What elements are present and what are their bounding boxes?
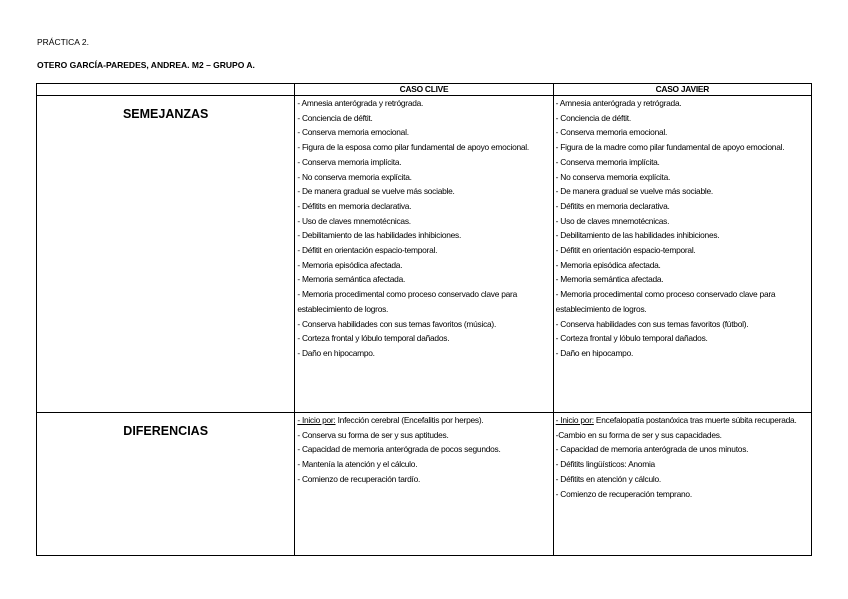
list-item-onset (556, 413, 809, 428)
onset-text: Infección cerebral (Encefalitis por herpes). (335, 415, 484, 425)
list-item: - Défitits en memoria declarativa. (297, 200, 412, 211)
list-item: - Défitits en atención y cálculo. (555, 473, 661, 484)
list-item: - Conserva memoria implícita. (297, 156, 402, 167)
list-item-onset (297, 413, 550, 428)
list-item: - Conserva habilidades con sus temas favoritos (fútbol). (555, 318, 749, 329)
onset-label: - Inicio por: (555, 415, 594, 425)
list-item: - Memoria episódica afectada. (555, 259, 661, 270)
semejanzas-javier-cell (553, 96, 811, 413)
list-item: - Défitit en orientación espacio-temporal. (555, 245, 696, 256)
list-item: - Comienzo de recuperación temprano. (555, 488, 692, 499)
header-cell-empty (37, 84, 295, 96)
list-item: - Conserva su forma de ser y sus aptitudes. (297, 429, 449, 440)
list-item: - Debilitamiento de las habilidades inhibiciones. (297, 230, 462, 241)
list-item: - Défitits en memoria declarativa. (555, 200, 670, 211)
semejanzas-clive-cell (295, 96, 553, 413)
list-item: - Daño en hipocampo. (555, 347, 634, 358)
comparison-table (36, 83, 812, 556)
list-item: - Amnesia anterógrada y retrógrada. (555, 98, 682, 108)
header-row (37, 84, 812, 96)
diferencias-clive-cell (295, 413, 553, 556)
list-item: - Figura de la esposa como pilar fundamental de apoyo emocional. (297, 142, 529, 153)
list-item: - Conserva memoria emocional. (555, 127, 668, 138)
list-item: -Cambio en su forma de ser y sus capacidades. (555, 429, 722, 440)
list-item: - Comienzo de recuperación tardío. (297, 473, 421, 484)
list-item: - Mantenía la atención y el cálculo. (297, 459, 418, 470)
semejanzas-row (37, 96, 812, 413)
list-item: - Memoria semántica afectada. (297, 274, 406, 285)
onset-text: Encefalopatía postanóxica tras muerte súbita recuperada. (593, 415, 797, 425)
onset-label: - Inicio por: (297, 415, 336, 425)
list-item: - No conserva memoria explícita. (555, 171, 671, 182)
semejanzas-label: SEMEJANZAS (37, 96, 295, 413)
list-item: - Corteza frontal y lóbulo temporal dañados. (297, 333, 450, 344)
list-item: - Défitit en orientación espacio-temporal. (297, 245, 438, 256)
list-item: - Capacidad de memoria anterógrada de pocos segundos. (297, 444, 501, 455)
author-line: OTERO GARCÍA-PAREDES, ANDREA. M2 – GRUPO A. (37, 60, 255, 70)
list-item: - No conserva memoria explícita. (297, 171, 412, 182)
list-item: - Uso de claves mnemotécnicas. (555, 215, 670, 226)
list-item: - Conciencia de déftit. (555, 112, 631, 123)
list-item: - Corteza frontal y lóbulo temporal dañados. (555, 333, 708, 344)
header-cell-clive: CASO CLIVE (295, 84, 553, 96)
list-item: - De manera gradual se vuelve más sociable. (297, 186, 455, 197)
diferencias-label: DIFERENCIAS (37, 413, 295, 556)
practice-title: PRÁCTICA 2. (37, 37, 89, 47)
list-item: - Conciencia de déftit. (297, 112, 373, 123)
list-item: - Conserva habilidades con sus temas favoritos (música). (297, 318, 497, 329)
list-item: - Figura de la madre como pilar fundamental de apoyo emocional. (555, 142, 785, 153)
list-item: - Memoria episódica afectada. (297, 259, 403, 270)
list-item: - Amnesia anterógrada y retrógrada. (297, 98, 424, 108)
list-item: - De manera gradual se vuelve más sociable. (555, 186, 713, 197)
diferencias-javier-cell (553, 413, 811, 556)
list-item: - Daño en hipocampo. (297, 347, 375, 358)
list-item: - Conserva memoria emocional. (297, 127, 409, 138)
list-item: - Conserva memoria implícita. (555, 156, 660, 167)
list-item: - Memoria procedimental como proceso conservado clave para establecimiento de logros. (555, 289, 776, 314)
list-item: - Memoria semántica afectada. (555, 274, 664, 285)
list-item: - Uso de claves mnemotécnicas. (297, 215, 411, 226)
list-item: - Memoria procedimental como proceso conservado clave para establecimiento de logros. (297, 289, 517, 314)
list-item: - Debilitamiento de las habilidades inhibiciones. (555, 230, 720, 241)
list-item: - Défitits lingüísticos: Anomia (555, 459, 655, 470)
list-item: - Capacidad de memoria anterógrada de unos minutos. (555, 444, 749, 455)
header-cell-javier: CASO JAVIER (553, 84, 811, 96)
diferencias-row (37, 413, 812, 556)
